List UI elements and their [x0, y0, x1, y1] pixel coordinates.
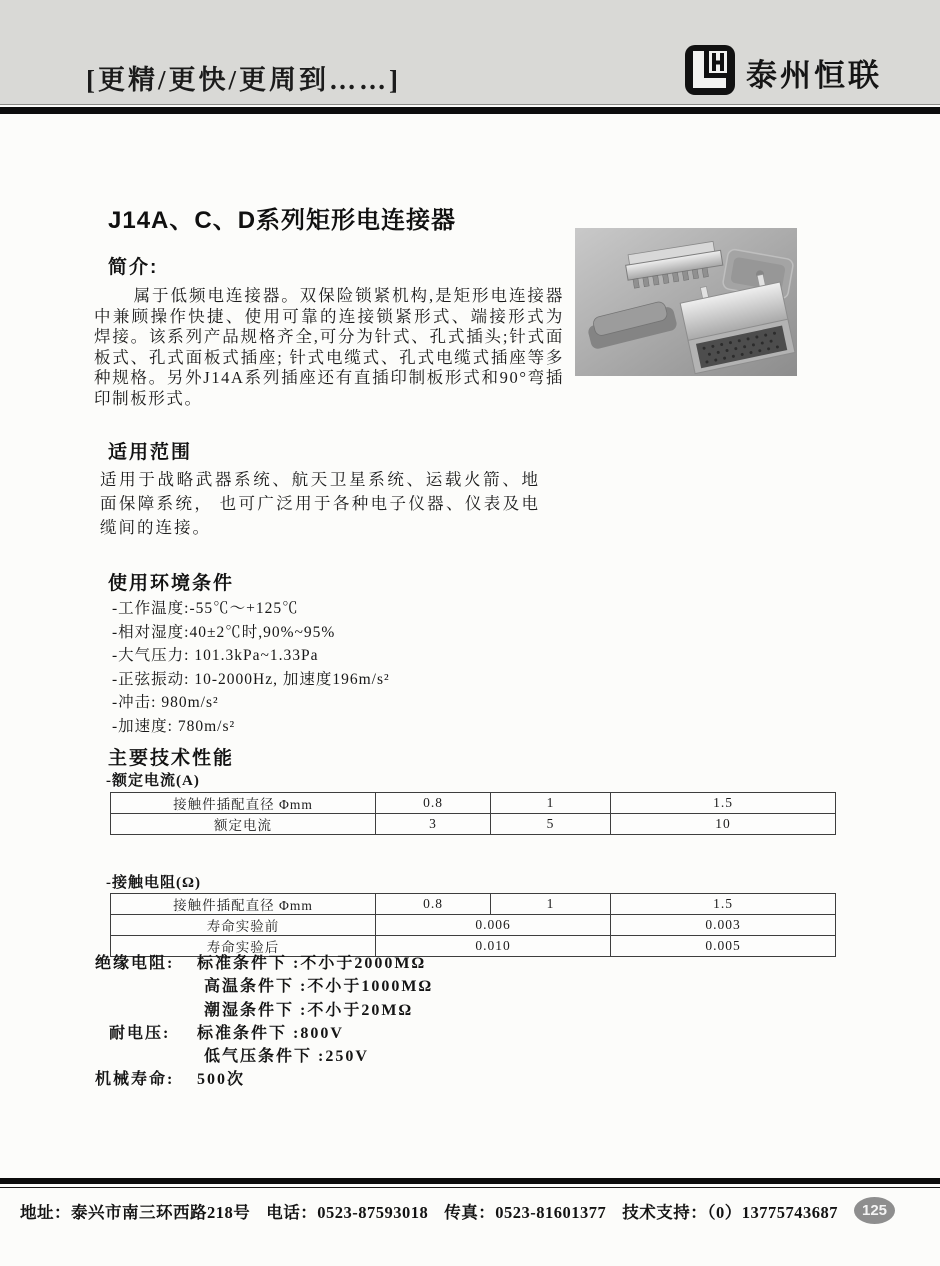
page-title: J14A、C、D系列矩形电连接器 [108, 207, 457, 234]
performance-heading: 主要技术性能 [108, 748, 235, 769]
table-row [111, 814, 836, 835]
spec-value: 标准条件下 :800V [197, 1024, 344, 1042]
footer-divider-thick [0, 1178, 940, 1184]
table-row [111, 915, 836, 936]
table-cell: 0.010 [376, 936, 611, 957]
spec-label [95, 1045, 197, 1068]
product-photo [575, 228, 797, 376]
footer-phone: 电话：0523-87593018 [266, 1203, 429, 1222]
env-item-shock: -冲击: 980m/s² [112, 694, 219, 711]
spec-value: 低气压条件下 :250V [204, 1048, 369, 1066]
spec-row-insulation-damp [95, 999, 433, 1022]
header-divider [0, 107, 940, 114]
table-cell: 0.003 [611, 915, 836, 936]
table-cell: 1 [491, 793, 611, 814]
spec-label [95, 975, 197, 998]
env-item-acceleration: -加速度: 780m/s² [112, 717, 236, 735]
spec-value: 高温条件下 :不小于1000MΩ [204, 978, 434, 996]
footer-contact [20, 1199, 838, 1223]
table-cell: 1 [491, 894, 611, 915]
spec-row-insulation [95, 952, 433, 975]
env-item-pressure: -大气压力: 101.3kPa~1.33Pa [112, 647, 319, 664]
contact-resistance-table [110, 893, 836, 957]
footer-divider-thin [0, 1187, 940, 1188]
table-cell: 5 [491, 814, 611, 835]
spec-row-withstand-voltage [95, 1022, 433, 1045]
table-cell: 寿命实验前 [111, 915, 376, 936]
spec-value: 标准条件下 :不小于2000MΩ [197, 955, 427, 972]
table-cell: 10 [611, 814, 836, 835]
brand-block [684, 44, 882, 101]
environment-heading: 使用环境条件 [108, 573, 235, 594]
page-number-badge: 125 [854, 1197, 895, 1224]
spec-label: 绝缘电阻: [95, 955, 175, 972]
company-name: 泰州恒联 [746, 58, 882, 93]
table-cell: 0.8 [376, 793, 491, 814]
footer-fax: 传真：0523-81601377 [444, 1203, 607, 1222]
table-cell: 寿命实验后 [111, 936, 376, 957]
table-cell: 接触件插配直径 Φmm [111, 894, 376, 915]
intro-paragraph: 属于低频电连接器。双保险锁紧机构,是矩形电连接器中兼顾操作快捷、使用可靠的连接锁紧形式、端接形式为焊接。该系列产品规格齐全,可分为针式、孔式插头;针式面板式、孔式面板式插座; 针式电缆式、孔式电缆式插座等多种规格。另外J14A系列插座还有直插印制板形式和90°弯插印制板形式。 [94, 286, 564, 408]
footer-support: 技术支持：（0）13775743687 [622, 1203, 838, 1222]
spec-row-insulation-high-temp [95, 975, 433, 998]
table-cell: 1.5 [611, 793, 836, 814]
spec-row-mechanical-life [95, 1068, 433, 1091]
table-cell: 0.005 [611, 936, 836, 957]
spec-label: 耐电压: [109, 1024, 171, 1042]
spec-lines [95, 952, 433, 1092]
application-heading: 适用范围 [108, 442, 193, 463]
header-tagline: [更精/更快/更周到……] [86, 65, 401, 95]
spec-value: 潮湿条件下 :不小于20MΩ [204, 1001, 414, 1019]
table-cell: 0.8 [376, 894, 491, 915]
table-row [111, 894, 836, 915]
spec-value: 500次 [197, 1071, 246, 1089]
application-paragraph: 适用于战略武器系统、航天卫星系统、运载火箭、地面保障系统， 也可广泛用于各种电子仪器、仪表及电缆间的连接。 [100, 470, 540, 537]
spec-label: 机械寿命: [95, 1071, 175, 1089]
table-cell: 接触件插配直径 Φmm [111, 793, 376, 814]
table-row [111, 793, 836, 814]
footer-address: 地址：泰兴市南三环西路218号 [20, 1203, 251, 1222]
intro-heading: 简介: [108, 257, 159, 278]
table-cell: 3 [376, 814, 491, 835]
rated-current-caption: -额定电流(A) [106, 773, 200, 789]
spec-row-low-pressure [95, 1045, 433, 1068]
contact-resistance-caption: -接触电阻(Ω) [106, 875, 201, 891]
page-header [0, 0, 940, 105]
company-logo-icon [684, 44, 736, 101]
table-cell: 1.5 [611, 894, 836, 915]
rated-current-table [110, 792, 836, 835]
environment-list [112, 597, 390, 738]
spec-label [95, 999, 197, 1022]
env-item-vibration: -正弦振动: 10-2000Hz, 加速度196m/s² [112, 670, 390, 688]
env-item-humidity: -相对湿度:40±2℃时,90%~95% [112, 623, 336, 641]
env-item-temperature: -工作温度:-55℃～+125℃ [112, 600, 299, 617]
table-cell: 0.006 [376, 915, 611, 936]
table-cell: 额定电流 [111, 814, 376, 835]
